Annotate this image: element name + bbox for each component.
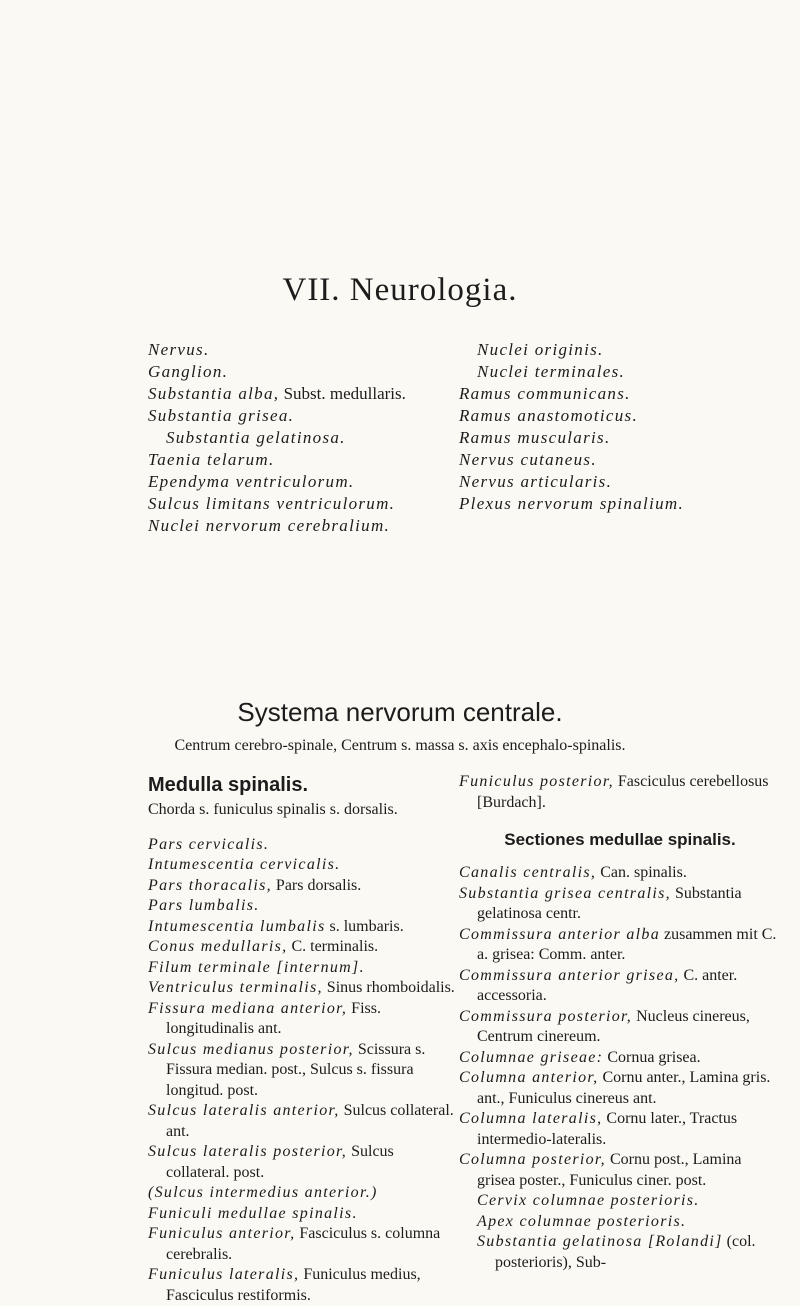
glossary-entry <box>459 1007 781 1048</box>
medulla-heading: Medulla spinalis. <box>148 772 458 798</box>
sectiones-column <box>459 772 781 1273</box>
term-synonym: Sinus rhomboidalis. <box>323 979 455 996</box>
term-line <box>459 449 789 471</box>
latin-term: Columna posterior, <box>459 1151 606 1168</box>
glossary-entry <box>148 896 458 917</box>
latin-term: Pars cervicalis. <box>148 836 269 853</box>
term-line <box>148 383 448 405</box>
term-line <box>148 361 448 383</box>
latin-term: Taenia telarum. <box>148 450 275 469</box>
latin-term: Nuclei originis. <box>477 340 604 359</box>
latin-term: Substantia grisea centralis, <box>459 885 671 902</box>
glossary-entry <box>148 1265 458 1306</box>
latin-term: Ramus muscularis. <box>459 428 611 447</box>
term-synonym: Fasciculus s. columna cerebralis. <box>166 1225 440 1263</box>
latin-term: Fissura mediana anterior, <box>148 1000 347 1017</box>
term-line <box>459 383 789 405</box>
latin-term: Sulcus lateralis posterior, <box>148 1143 347 1160</box>
term-synonym: zusammen mit C. a. grisea: Comm. anter. <box>477 926 776 964</box>
latin-term: Nuclei nervorum cerebralium. <box>148 516 390 535</box>
term-line <box>148 427 448 449</box>
term-synonym: Pars dorsalis. <box>272 877 361 894</box>
term-synonym: C. terminalis. <box>287 938 378 955</box>
latin-term: Columnae griseae: <box>459 1049 603 1066</box>
term-line <box>148 405 448 427</box>
term-line <box>459 405 789 427</box>
latin-term: Ependyma ventriculorum. <box>148 472 354 491</box>
term-line <box>459 471 789 493</box>
term-line <box>148 449 448 471</box>
latin-term: Nervus. <box>148 340 210 359</box>
glossary-entry <box>459 1109 781 1150</box>
latin-term: Funiculus lateralis, <box>148 1266 299 1283</box>
term-synonym: Sulcus collateral. post. <box>166 1143 394 1181</box>
term-line <box>459 493 789 515</box>
latin-term: Conus medullaris, <box>148 938 287 955</box>
glossary-entry <box>148 937 458 958</box>
latin-term: Substantia gelatinosa [Rolandi] <box>477 1233 723 1250</box>
term-synonym: Scissura s. Fissura median. post., Sulcus s. fissura longitud. post. <box>166 1041 425 1099</box>
latin-term: Columna lateralis, <box>459 1110 602 1127</box>
glossary-entry <box>148 1183 458 1204</box>
term-synonym: Sulcus collateral. ant. <box>166 1102 454 1140</box>
latin-term: Pars thoracalis, <box>148 877 272 894</box>
glossary-entry <box>459 884 781 925</box>
latin-term: Substantia gelatinosa. <box>166 428 346 447</box>
funiculus-posterior-entry: Funiculus posterior, Fasciculus cerebellosus [Burdach]. <box>459 772 781 813</box>
latin-term: Filum terminale [internum]. <box>148 959 365 976</box>
term-synonym: Subst. medullaris. <box>279 384 406 403</box>
term-line <box>459 427 789 449</box>
latin-term: Sulcus medianus posterior, <box>148 1041 354 1058</box>
latin-term: Cervix columnae posterioris. <box>477 1192 700 1209</box>
glossary-entry <box>148 1224 458 1265</box>
section-title: Systema nervorum centrale. <box>0 697 800 728</box>
term-line <box>459 361 789 383</box>
latin-term: Nuclei terminales. <box>477 362 625 381</box>
term-synonym: Cornua grisea. <box>603 1049 700 1066</box>
latin-term: Nervus cutaneus. <box>459 450 597 469</box>
latin-term: Ganglion. <box>148 362 228 381</box>
latin-term: Commissura anterior alba <box>459 926 660 943</box>
glossary-entry <box>148 835 458 856</box>
glossary-entry <box>459 1191 781 1212</box>
glossary-entry <box>459 1232 781 1273</box>
latin-term: Sulcus limitans ventriculorum. <box>148 494 395 513</box>
latin-term: Funiculi medullae spinalis. <box>148 1205 358 1222</box>
medulla-entries <box>148 835 458 1306</box>
latin-term: Funiculus anterior, <box>148 1225 295 1242</box>
latin-term: Nervus articularis. <box>459 472 612 491</box>
latin-term: Intumescentia cervicalis. <box>148 856 340 873</box>
glossary-entry <box>148 958 458 979</box>
glossary-entry <box>148 876 458 897</box>
glossary-entry <box>148 999 458 1040</box>
term-line <box>148 493 448 515</box>
latin-term: Canalis centralis, <box>459 864 596 881</box>
latin-term: Intumescentia lumbalis <box>148 918 325 935</box>
term-synonym: Nucleus cinereus, Centrum cinereum. <box>477 1008 750 1046</box>
latin-term: Ramus communicans. <box>459 384 631 403</box>
glossary-entry <box>459 1150 781 1191</box>
latin-term: Apex columnae posterioris. <box>477 1213 686 1230</box>
term-synonym: s. lumbaris. <box>325 918 403 935</box>
term-synonym: Substantia gelatinosa centr. <box>477 885 742 923</box>
term-synonym: Cornu anter., Lamina gris. ant., Funiculus cinereus ant. <box>477 1069 770 1107</box>
glossary-entry <box>459 966 781 1007</box>
medulla-intro: Chorda s. funiculus spinalis s. dorsalis. <box>148 800 458 821</box>
latin-term: (Sulcus intermedius anterior.) <box>148 1184 378 1201</box>
glossary-entry <box>148 917 458 938</box>
term-synonym: Funiculus medius, Fasciculus restiformis. <box>166 1266 421 1304</box>
latin-term: Ramus anastomoticus. <box>459 406 638 425</box>
term-synonym: Fiss. longitudinalis ant. <box>166 1000 381 1038</box>
sectiones-heading: Sectiones medullae spinalis. <box>459 827 781 853</box>
sectiones-entries <box>459 863 781 1273</box>
latin-term: Commissura anterior grisea, <box>459 967 679 984</box>
glossary-entry <box>148 1040 458 1102</box>
glossary-entry <box>459 1068 781 1109</box>
term-list-left <box>148 339 448 537</box>
glossary-entry <box>459 863 781 884</box>
term-synonym: C. anter. accessoria. <box>477 967 737 1005</box>
term-synonym: Cornu post., Lamina grisea poster., Funiculus ciner. post. <box>477 1151 742 1189</box>
latin-term: Ventriculus terminalis, <box>148 979 323 996</box>
term-line <box>148 339 448 361</box>
chapter-title: VII. Neurologia. <box>0 272 800 309</box>
term-line <box>148 515 448 537</box>
latin-term: Plexus nervorum spinalium. <box>459 494 684 513</box>
latin-term: Pars lumbalis. <box>148 897 260 914</box>
term-synonym: Can. spinalis. <box>596 864 687 881</box>
latin-term: Substantia grisea. <box>148 406 294 425</box>
latin-term: Commissura posterior, <box>459 1008 632 1025</box>
glossary-entry <box>459 1048 781 1069</box>
term-list-right <box>459 339 789 515</box>
section-subtitle: Centrum cerebro-spinale, Centrum s. massa s. axis encephalo-spinalis. <box>0 737 800 755</box>
medulla-column <box>148 772 458 1306</box>
term-line <box>459 339 789 361</box>
glossary-entry <box>148 1204 458 1225</box>
term-synonym: Cornu later., Tractus intermedio-lateralis. <box>477 1110 737 1148</box>
glossary-entry <box>148 978 458 999</box>
glossary-entry <box>148 1101 458 1142</box>
glossary-entry <box>459 1212 781 1233</box>
term-synonym: (col. posterioris), Sub- <box>495 1233 756 1271</box>
latin-term: Columna anterior, <box>459 1069 598 1086</box>
glossary-entry <box>148 1142 458 1183</box>
latin-term: Substantia alba, <box>148 384 279 403</box>
glossary-entry <box>148 855 458 876</box>
term-line <box>148 471 448 493</box>
latin-term: Sulcus lateralis anterior, <box>148 1102 340 1119</box>
glossary-entry <box>459 925 781 966</box>
